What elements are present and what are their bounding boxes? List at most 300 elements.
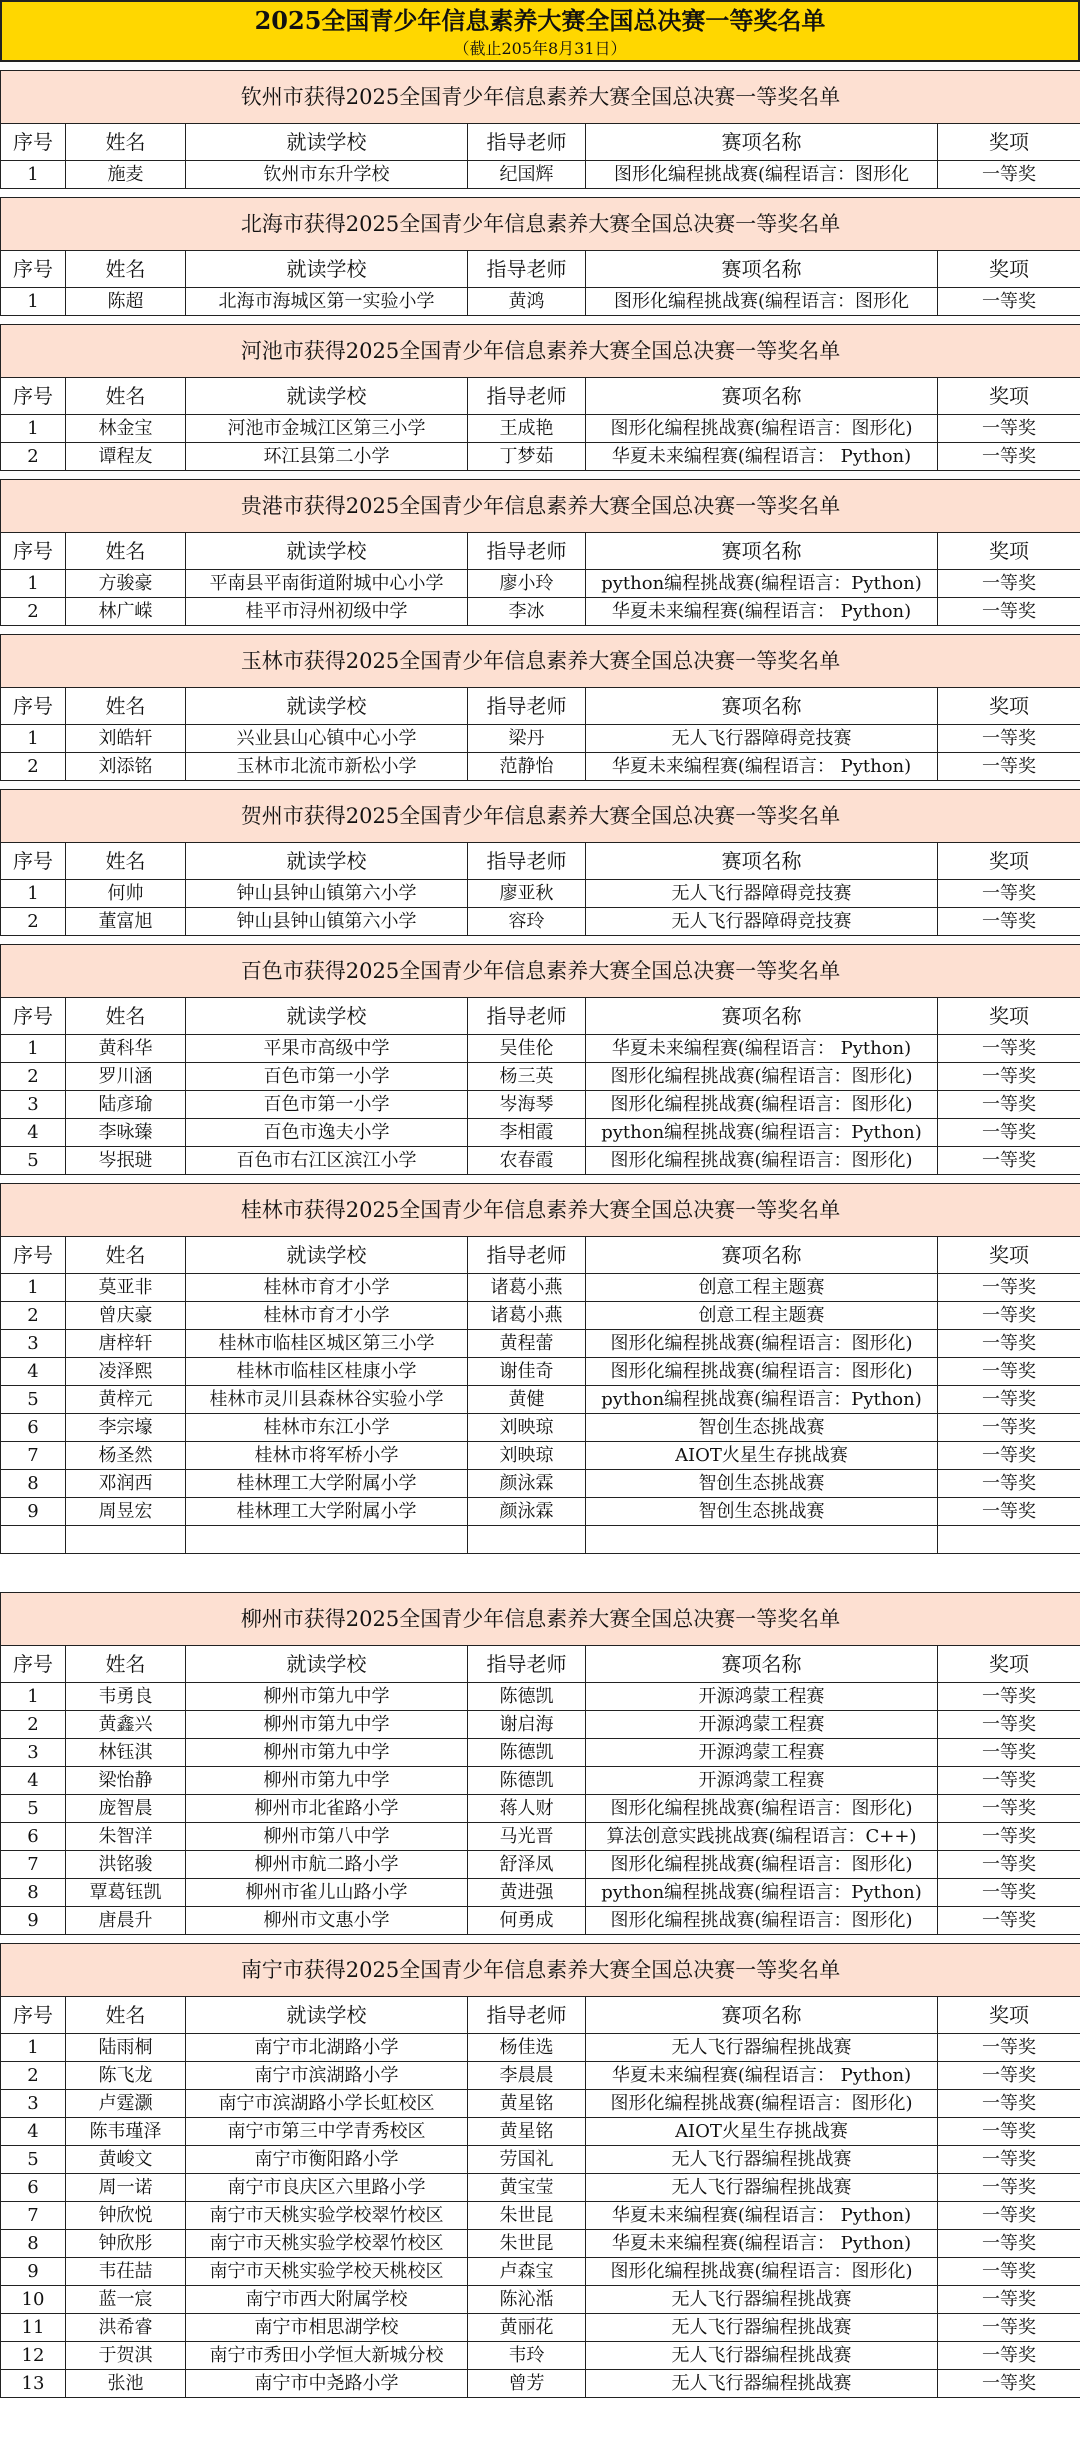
table-cell: 桂林市育才小学 [186, 1302, 468, 1330]
table-cell: 1 [1, 1274, 66, 1302]
section-title: 钦州市获得2025全国青少年信息素养大赛全国总决赛一等奖名单 [1, 71, 1080, 124]
table-cell: 林钰淇 [66, 1739, 186, 1767]
table-cell: 黄科华 [66, 1035, 186, 1063]
table-cell: 一等奖 [938, 1147, 1080, 1175]
column-header-row [1, 1646, 1080, 1683]
table-cell: 6 [1, 1414, 66, 1442]
table-cell: 黄星铭 [468, 2118, 586, 2146]
table-cell: 一等奖 [938, 2118, 1080, 2146]
table-cell: 柳州市航二路小学 [186, 1851, 468, 1879]
table-cell: 颜泳霖 [468, 1498, 586, 1526]
table-cell: 杨佳选 [468, 2034, 586, 2062]
table-cell: 岑抿琎 [66, 1147, 186, 1175]
table-row [1, 1907, 1080, 1935]
table-cell: 董富旭 [66, 908, 186, 936]
table-cell: 陈飞龙 [66, 2062, 186, 2090]
table-cell: 南宁市天桃实验学校翠竹校区 [186, 2230, 468, 2258]
section-title-row [1, 1593, 1080, 1646]
table-cell: 黄丽花 [468, 2314, 586, 2342]
table-cell: 南宁市北湖路小学 [186, 2034, 468, 2062]
table-cell: 1 [1, 1683, 66, 1711]
table-cell: 廖亚秋 [468, 880, 586, 908]
section-title: 玉林市获得2025全国青少年信息素养大赛全国总决赛一等奖名单 [1, 635, 1080, 688]
table-cell: 华夏未来编程赛(编程语言： Python) [586, 2062, 938, 2090]
column-header: 指导老师 [468, 533, 586, 570]
column-header-row [1, 533, 1080, 570]
table-cell: 12 [1, 2342, 66, 2370]
table-cell: 开源鸿蒙工程赛 [586, 1767, 938, 1795]
section-title-row [1, 1944, 1080, 1997]
column-header: 奖项 [938, 843, 1080, 880]
table-cell: 6 [1, 2174, 66, 2202]
table-cell: 2 [1, 1711, 66, 1739]
table-cell: 杨三英 [468, 1063, 586, 1091]
column-header: 指导老师 [468, 998, 586, 1035]
table-row [1, 1274, 1080, 1302]
table-cell: 钦州市东升学校 [186, 161, 468, 189]
table-cell: 桂平市浔州初级中学 [186, 598, 468, 626]
table-row [1, 2174, 1080, 2202]
table-cell: 李相霞 [468, 1119, 586, 1147]
table-cell: 桂林市灵川县森林谷实验小学 [186, 1386, 468, 1414]
table-cell: 李冰 [468, 598, 586, 626]
column-header: 奖项 [938, 251, 1080, 288]
table-row [1, 1795, 1080, 1823]
table-row [1, 2062, 1080, 2090]
column-header: 指导老师 [468, 1997, 586, 2034]
table-cell: 一等奖 [938, 2062, 1080, 2090]
table-cell: 一等奖 [938, 415, 1080, 443]
section-title-row [1, 71, 1080, 124]
table-cell: 玉林市北流市新松小学 [186, 753, 468, 781]
column-header: 赛项名称 [586, 378, 938, 415]
column-header: 序号 [1, 533, 66, 570]
section-title-row [1, 635, 1080, 688]
table-cell: 5 [1, 2146, 66, 2174]
table-cell: 桂林市东江小学 [186, 1414, 468, 1442]
column-header: 序号 [1, 1237, 66, 1274]
city-section [0, 634, 1080, 781]
table-cell: 7 [1, 1442, 66, 1470]
table-cell: 2 [1, 1302, 66, 1330]
table-row [1, 2370, 1080, 2398]
table-cell: 吴佳伦 [468, 1035, 586, 1063]
table-cell: 范静怡 [468, 753, 586, 781]
table-cell: AIOT火星生存挑战赛 [586, 2118, 938, 2146]
table-cell: 4 [1, 1358, 66, 1386]
column-header: 赛项名称 [586, 1237, 938, 1274]
column-header: 就读学校 [186, 843, 468, 880]
table-cell: 陈德凯 [468, 1739, 586, 1767]
table-cell: 韦勇良 [66, 1683, 186, 1711]
column-header: 奖项 [938, 1237, 1080, 1274]
table-cell: 华夏未来编程赛(编程语言： Python) [586, 1035, 938, 1063]
section-title-row [1, 790, 1080, 843]
table-cell: 创意工程主题赛 [586, 1274, 938, 1302]
table-cell: 智创生态挑战赛 [586, 1498, 938, 1526]
table-cell: 桂林市将军桥小学 [186, 1442, 468, 1470]
table-cell: 一等奖 [938, 2034, 1080, 2062]
city-section [0, 944, 1080, 1175]
table-cell: 一等奖 [938, 2286, 1080, 2314]
table-cell: 1 [1, 570, 66, 598]
table-cell: 1 [1, 415, 66, 443]
section-title-row [1, 480, 1080, 533]
table-cell: 一等奖 [938, 2202, 1080, 2230]
table-cell: 周一诺 [66, 2174, 186, 2202]
table-cell: 一等奖 [938, 570, 1080, 598]
table-cell: 一等奖 [938, 2090, 1080, 2118]
table-cell: python编程挑战赛(编程语言：Python) [586, 1386, 938, 1414]
table-row [1, 2286, 1080, 2314]
column-header: 就读学校 [186, 1646, 468, 1683]
column-header: 赛项名称 [586, 533, 938, 570]
table-cell: 颜泳霖 [468, 1470, 586, 1498]
table-cell: 马光晋 [468, 1823, 586, 1851]
table-cell: 一等奖 [938, 1470, 1080, 1498]
table-cell: 一等奖 [938, 443, 1080, 471]
table-cell: 谢启海 [468, 1711, 586, 1739]
table-cell: 凌泽熙 [66, 1358, 186, 1386]
column-header: 姓名 [66, 1237, 186, 1274]
column-header-row [1, 378, 1080, 415]
table-cell: 4 [1, 2118, 66, 2146]
table-cell: 洪铭骏 [66, 1851, 186, 1879]
table-cell: 图形化编程挑战赛(编程语言：图形化) [586, 1851, 938, 1879]
table-cell: 图形化编程挑战赛(编程语言：图形化) [586, 1795, 938, 1823]
table-cell: 一等奖 [938, 2258, 1080, 2286]
table-cell: 陆雨桐 [66, 2034, 186, 2062]
table-cell: 南宁市中尧路小学 [186, 2370, 468, 2398]
table-row [1, 288, 1080, 316]
table-cell: 2 [1, 598, 66, 626]
table-cell: 诸葛小燕 [468, 1274, 586, 1302]
table-row [1, 1470, 1080, 1498]
table-cell: 卢森宝 [468, 2258, 586, 2286]
table-cell: 图形化编程挑战赛(编程语言：图形化 [586, 161, 938, 189]
column-header: 奖项 [938, 124, 1080, 161]
table-cell: 5 [1, 1795, 66, 1823]
table-cell: 柳州市第九中学 [186, 1739, 468, 1767]
column-header: 姓名 [66, 1997, 186, 2034]
column-header: 就读学校 [186, 533, 468, 570]
section-title: 贺州市获得2025全国青少年信息素养大赛全国总决赛一等奖名单 [1, 790, 1080, 843]
table-cell: 刘映琼 [468, 1414, 586, 1442]
table-cell: 韦玲 [468, 2342, 586, 2370]
table-cell: 1 [1, 288, 66, 316]
award-table [0, 789, 1080, 936]
table-cell: 舒泽凤 [468, 1851, 586, 1879]
table-row [1, 1683, 1080, 1711]
table-cell: 南宁市衡阳路小学 [186, 2146, 468, 2174]
table-cell: 南宁市西大附属学校 [186, 2286, 468, 2314]
table-cell: 陈德凯 [468, 1767, 586, 1795]
table-cell: 一等奖 [938, 1414, 1080, 1442]
city-section [0, 1183, 1080, 1554]
table-cell: 南宁市秀田小学恒大新城分校 [186, 2342, 468, 2370]
table-cell: 河池市金城江区第三小学 [186, 415, 468, 443]
table-cell: 一等奖 [938, 1091, 1080, 1119]
column-header-row [1, 843, 1080, 880]
table-cell: 一等奖 [938, 1907, 1080, 1935]
table-cell: 开源鸿蒙工程赛 [586, 1711, 938, 1739]
table-cell: 无人飞行器障碍竞技赛 [586, 908, 938, 936]
award-table [0, 944, 1080, 1175]
section-title: 南宁市获得2025全国青少年信息素养大赛全国总决赛一等奖名单 [1, 1944, 1080, 1997]
table-cell: 8 [1, 1879, 66, 1907]
table-cell: 北海市海城区第一实验小学 [186, 288, 468, 316]
city-sections [0, 70, 1080, 2398]
column-header: 奖项 [938, 533, 1080, 570]
table-cell: 柳州市第九中学 [186, 1767, 468, 1795]
table-row [1, 2090, 1080, 2118]
column-header: 就读学校 [186, 251, 468, 288]
table-cell: 1 [1, 880, 66, 908]
document-header [0, 0, 1080, 62]
column-header-row [1, 251, 1080, 288]
table-cell: 南宁市天桃实验学校翠竹校区 [186, 2202, 468, 2230]
table-row [1, 880, 1080, 908]
table-cell: 陈沁湉 [468, 2286, 586, 2314]
table-cell: 4 [1, 1119, 66, 1147]
column-header-row [1, 124, 1080, 161]
column-header: 指导老师 [468, 378, 586, 415]
table-cell: 一等奖 [938, 598, 1080, 626]
table-cell: 容玲 [468, 908, 586, 936]
table-row [1, 1091, 1080, 1119]
table-row [1, 1414, 1080, 1442]
table-cell: 梁丹 [468, 725, 586, 753]
section-gap [0, 1554, 1080, 1584]
table-cell: 无人飞行器编程挑战赛 [586, 2286, 938, 2314]
table-cell: 平果市高级中学 [186, 1035, 468, 1063]
column-header: 就读学校 [186, 688, 468, 725]
table-cell: 南宁市相思湖学校 [186, 2314, 468, 2342]
column-header: 就读学校 [186, 1997, 468, 2034]
table-cell: 2 [1, 443, 66, 471]
table-cell: 无人飞行器编程挑战赛 [586, 2370, 938, 2398]
table-cell: 7 [1, 1851, 66, 1879]
table-row [1, 2314, 1080, 2342]
column-header: 指导老师 [468, 251, 586, 288]
table-cell: 钟山县钟山镇第六小学 [186, 880, 468, 908]
table-cell: 朱世昆 [468, 2230, 586, 2258]
table-cell: 柳州市雀儿山路小学 [186, 1879, 468, 1907]
table-cell: 谭程友 [66, 443, 186, 471]
column-header: 序号 [1, 688, 66, 725]
table-cell: 一等奖 [938, 2230, 1080, 2258]
table-cell: 2 [1, 753, 66, 781]
table-cell: 智创生态挑战赛 [586, 1470, 938, 1498]
table-row [1, 1063, 1080, 1091]
table-cell: 钟山县钟山镇第六小学 [186, 908, 468, 936]
table-cell: 华夏未来编程赛(编程语言： Python) [586, 753, 938, 781]
table-cell: 丁梦茹 [468, 443, 586, 471]
column-header-row [1, 1237, 1080, 1274]
table-cell: 岑海琴 [468, 1091, 586, 1119]
table-cell: 华夏未来编程赛(编程语言： Python) [586, 443, 938, 471]
table-cell: 洪希睿 [66, 2314, 186, 2342]
table-cell: 黄峻文 [66, 2146, 186, 2174]
table-cell: 林金宝 [66, 415, 186, 443]
table-cell: 钟欣彤 [66, 2230, 186, 2258]
table-cell: AIOT火星生存挑战赛 [586, 1442, 938, 1470]
column-header: 姓名 [66, 998, 186, 1035]
table-cell: 无人飞行器编程挑战赛 [586, 2034, 938, 2062]
table-cell: 南宁市滨湖路小学 [186, 2062, 468, 2090]
column-header: 姓名 [66, 1646, 186, 1683]
table-row [1, 2342, 1080, 2370]
column-header: 就读学校 [186, 378, 468, 415]
table-cell: 谢佳奇 [468, 1358, 586, 1386]
table-cell: 平南县平南街道附城中心小学 [186, 570, 468, 598]
document-title: 2025全国青少年信息素养大赛全国总决赛一等奖名单 [254, 6, 826, 35]
table-cell: 唐晨升 [66, 1907, 186, 1935]
city-section [0, 324, 1080, 471]
table-cell: 一等奖 [938, 1035, 1080, 1063]
table-row [1, 1442, 1080, 1470]
table-cell: 创意工程主题赛 [586, 1302, 938, 1330]
section-title: 桂林市获得2025全国青少年信息素养大赛全国总决赛一等奖名单 [1, 1184, 1080, 1237]
table-cell: 一等奖 [938, 725, 1080, 753]
column-header: 就读学校 [186, 124, 468, 161]
table-cell: 一等奖 [938, 1767, 1080, 1795]
table-row [1, 1035, 1080, 1063]
award-table [0, 197, 1080, 316]
column-header: 姓名 [66, 124, 186, 161]
table-cell: 一等奖 [938, 1330, 1080, 1358]
table-cell: 9 [1, 2258, 66, 2286]
table-cell: 一等奖 [938, 1358, 1080, 1386]
table-cell: 曾芳 [468, 2370, 586, 2398]
table-cell: 张池 [66, 2370, 186, 2398]
table-cell: 图形化编程挑战赛(编程语言：图形化) [586, 1147, 938, 1175]
table-cell: 诸葛小燕 [468, 1302, 586, 1330]
column-header: 姓名 [66, 378, 186, 415]
table-cell: 桂林市临桂区城区第三小学 [186, 1330, 468, 1358]
table-cell: 一等奖 [938, 1711, 1080, 1739]
award-table [0, 70, 1080, 189]
table-row [1, 161, 1080, 189]
table-cell: 刘添铭 [66, 753, 186, 781]
table-cell: 一等奖 [938, 1498, 1080, 1526]
column-header: 赛项名称 [586, 251, 938, 288]
table-cell: 卢霆灏 [66, 2090, 186, 2118]
table-cell: 8 [1, 1470, 66, 1498]
table-cell: 桂林理工大学附属小学 [186, 1498, 468, 1526]
column-header: 姓名 [66, 533, 186, 570]
table-cell: 4 [1, 1767, 66, 1795]
table-cell: 桂林市临桂区桂康小学 [186, 1358, 468, 1386]
column-header: 序号 [1, 1997, 66, 2034]
section-title-row [1, 325, 1080, 378]
table-cell: 图形化编程挑战赛(编程语言：图形化) [586, 1330, 938, 1358]
table-cell: 李宗壕 [66, 1414, 186, 1442]
empty-row [1, 1526, 1080, 1554]
column-header: 序号 [1, 843, 66, 880]
table-cell: 李咏臻 [66, 1119, 186, 1147]
section-title-row [1, 945, 1080, 998]
table-row [1, 2118, 1080, 2146]
table-cell: 柳州市文惠小学 [186, 1907, 468, 1935]
column-header: 姓名 [66, 251, 186, 288]
table-cell: 朱世昆 [468, 2202, 586, 2230]
table-row [1, 2258, 1080, 2286]
table-cell: 黄健 [468, 1386, 586, 1414]
table-cell: 陆彦瑜 [66, 1091, 186, 1119]
table-cell: 一等奖 [938, 2314, 1080, 2342]
table-cell: 莫亚非 [66, 1274, 186, 1302]
award-table [0, 1183, 1080, 1554]
city-section [0, 1592, 1080, 1935]
award-table [0, 1943, 1080, 2398]
table-row [1, 2202, 1080, 2230]
table-cell: 百色市右江区滨江小学 [186, 1147, 468, 1175]
column-header: 指导老师 [468, 1237, 586, 1274]
table-cell: 罗川涵 [66, 1063, 186, 1091]
table-cell: python编程挑战赛(编程语言：Python) [586, 1119, 938, 1147]
table-cell: 黄鑫兴 [66, 1711, 186, 1739]
table-cell: 劳国礼 [468, 2146, 586, 2174]
table-cell: 黄进强 [468, 1879, 586, 1907]
city-section [0, 789, 1080, 936]
table-cell: 一等奖 [938, 161, 1080, 189]
table-cell: 1 [1, 161, 66, 189]
table-row [1, 725, 1080, 753]
table-cell: 图形化编程挑战赛(编程语言：图形化) [586, 1091, 938, 1119]
table-cell: 一等奖 [938, 1879, 1080, 1907]
table-cell: 环江县第二小学 [186, 443, 468, 471]
table-row [1, 2230, 1080, 2258]
table-cell: 开源鸿蒙工程赛 [586, 1683, 938, 1711]
table-cell: 一等奖 [938, 2146, 1080, 2174]
table-cell: 陈韦瑾泽 [66, 2118, 186, 2146]
table-row [1, 908, 1080, 936]
table-cell: 一等奖 [938, 1119, 1080, 1147]
table-row [1, 1302, 1080, 1330]
table-cell: 5 [1, 1386, 66, 1414]
table-row [1, 415, 1080, 443]
table-cell: 一等奖 [938, 1823, 1080, 1851]
table-cell: 开源鸿蒙工程赛 [586, 1739, 938, 1767]
table-cell: 兴业县山心镇中心小学 [186, 725, 468, 753]
table-cell: 林广嵘 [66, 598, 186, 626]
table-cell: 3 [1, 1091, 66, 1119]
city-section [0, 1943, 1080, 2398]
award-table [0, 479, 1080, 626]
table-cell: 图形化编程挑战赛(编程语言：图形化) [586, 2258, 938, 2286]
column-header-row [1, 998, 1080, 1035]
table-cell: 何勇成 [468, 1907, 586, 1935]
table-cell: 13 [1, 2370, 66, 2398]
table-cell: 陈超 [66, 288, 186, 316]
table-cell: python编程挑战赛(编程语言：Python) [586, 1879, 938, 1907]
table-cell: 刘映琼 [468, 1442, 586, 1470]
column-header: 序号 [1, 1646, 66, 1683]
table-cell: 无人飞行器编程挑战赛 [586, 2342, 938, 2370]
table-cell: 图形化编程挑战赛(编程语言：图形化) [586, 1358, 938, 1386]
table-cell: 百色市第一小学 [186, 1091, 468, 1119]
award-table [0, 1592, 1080, 1935]
column-header: 赛项名称 [586, 1997, 938, 2034]
column-header: 指导老师 [468, 843, 586, 880]
table-cell: 李晨晨 [468, 2062, 586, 2090]
table-cell: 纪国辉 [468, 161, 586, 189]
column-header-row [1, 1997, 1080, 2034]
table-cell: 9 [1, 1498, 66, 1526]
table-cell: 柳州市第九中学 [186, 1683, 468, 1711]
table-cell: 一等奖 [938, 2370, 1080, 2398]
